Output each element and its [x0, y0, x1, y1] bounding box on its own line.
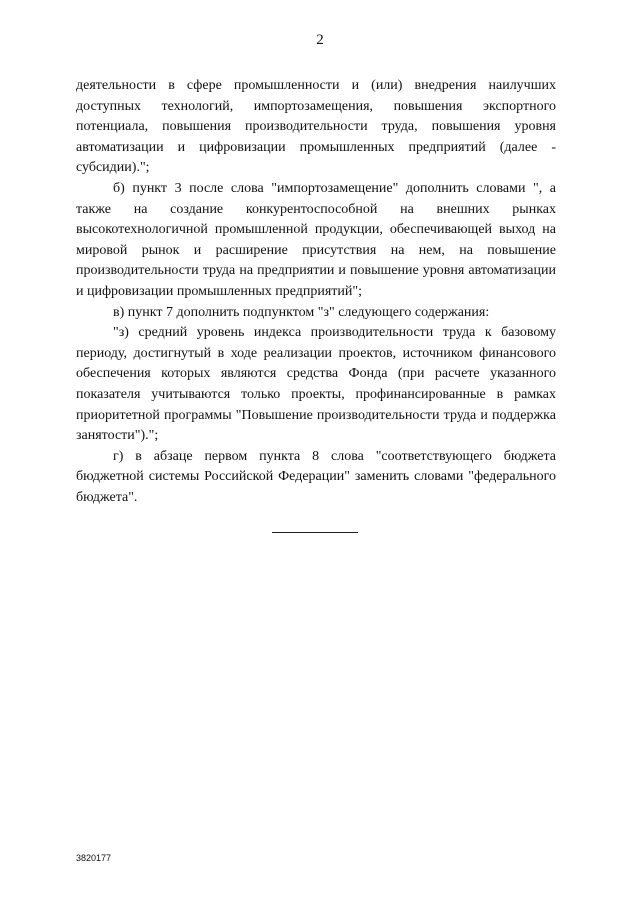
paragraph-item-b: б) пункт 3 после слова "импортозамещение" дополнить словами ", а также на создание конкурентоспособной на внешних рынках высокотехнологичной промышленной продукции, обеспечивающей выход на мировой рынок и расширение присутствия на нем, на повышение производительности труда на предприятии и повышение уровня автоматизации и цифровизации промышленных предприятий"; — [76, 180, 556, 299]
paragraph-item-g: г) в абзаце первом пункта 8 слова "соответствующего бюджета бюджетной системы Российской Федерации" заменить словами "федерального бюджета". — [76, 448, 556, 505]
paragraph-subitem-z: "з) средний уровень индекса производительности труда к базовому периоду, достигнутый в ходе реализации проектов, источником финансового обеспечения которых являются средства Фонда (при расчете указанного показателя учитываются только проекты, профинансированные в рамках приоритетной программы "Повышение производительности труда и поддержка занятости")."; — [76, 325, 556, 444]
paragraph-item-v: в) пункт 7 дополнить подпунктом "з" следующего содержания: — [113, 304, 490, 320]
document-body — [76, 76, 556, 508]
end-divider — [272, 532, 358, 533]
paragraph-continuation: деятельности в сфере промышленности и (или) внедрения наилучших доступных технологий, импортозамещения, повышения экспортного потенциала, повышения производительности труда, повышения уровня автоматизации и цифровизации промышленных предприятий (далее - субсидии)."; — [76, 78, 556, 176]
document-code: 3820177 — [76, 853, 112, 863]
page-number: 2 — [316, 32, 324, 48]
